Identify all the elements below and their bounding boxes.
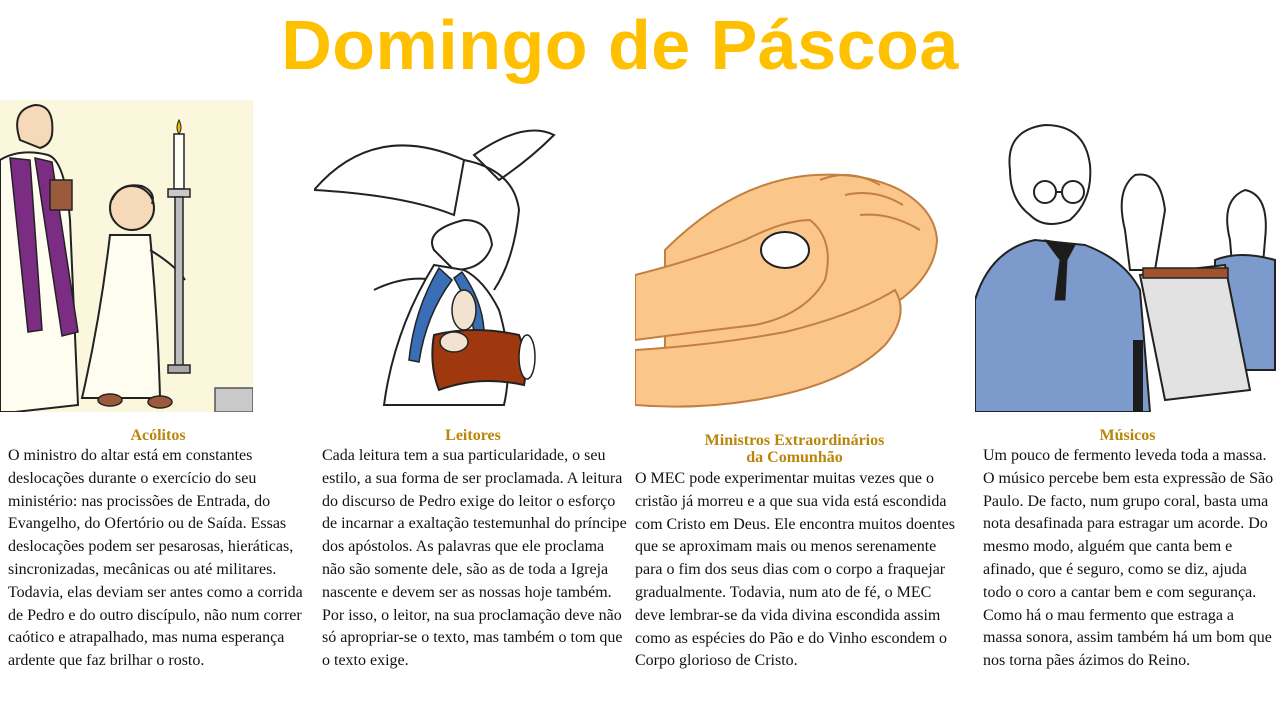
section-text: Cada leitura tem a sua particularidade, o seu estilo, a sua forma de ser proclamada. A leitura do discurso de Pedro exige do leitor o esforço de incarnar a exaltação testemunhal do príncipe dos apóstolos. As palavras que ele proclama não são somente dele, são as de toda a Igreja nascente e devem ser as nossas hoje também. Por isso, o leitor, na sua proclamação deve não só apropriar-se o texto, mas também o tom que o texto exige. (322, 447, 627, 670)
section-heading: Leitores (445, 427, 501, 444)
section-text: O MEC pode experimentar muitas vezes que o cristão já morreu e a que sua vida está escondida com Cristo em Deus. Ele encontra muitos doentes que se aproximam mais ou menos serenamente para o fim dos seus dias com o corpo a fraquejar gradualmente. Todavia, num ato de fé, o MEC deve lembrar-se da vida divina escondida assim como as espécies do Pão e do Vinho escondem o Corpo glorioso de Cristo. (635, 470, 955, 670)
section-heading: Acólitos (130, 427, 186, 444)
section-heading: Ministros Extraordinários da Comunhão (704, 432, 885, 466)
section-ministros (627, 100, 962, 720)
hands-host-illustration (635, 100, 945, 412)
dove-reader-illustration (314, 100, 632, 412)
music-conductor-illustration (975, 100, 1280, 412)
section-acolitos (0, 100, 316, 720)
section-leitores (314, 100, 632, 720)
section-heading: Músicos (1099, 427, 1156, 444)
section-musicos (975, 100, 1280, 720)
altar-servers-illustration (0, 100, 253, 412)
section-text: Um pouco de fermento leveda toda a massa. O músico percebe bem esta expressão de São Paulo. De facto, num grupo coral, basta uma nota desafinada para estragar um acorde. Do mesmo modo, alguém que canta bem e afinado, que é seguro, como se diz, ajuda todo o coro a cantar bem e com segurança. Como há o mau fermento que estraga a massa sonora, assim também há um bom que nos torna pães ázimos do Reino. (983, 447, 1274, 670)
section-text: O ministro do altar está em constantes deslocações durante o exercício do seu ministério: nas procissões de Entrada, do Evangelho, do Ofertório ou de Saída. Essas deslocações podem ser pesarosas, hieráticas, sincronizadas, mecânicas ou até militares. Todavia, elas deviam ser antes como a corrida de Pedro e do outro discípulo, não num correr caótico e atrapalhado, mas numa esperança ardente que faz brilhar o rosto. (8, 447, 303, 670)
page-title: Domingo de Páscoa (281, 6, 959, 84)
